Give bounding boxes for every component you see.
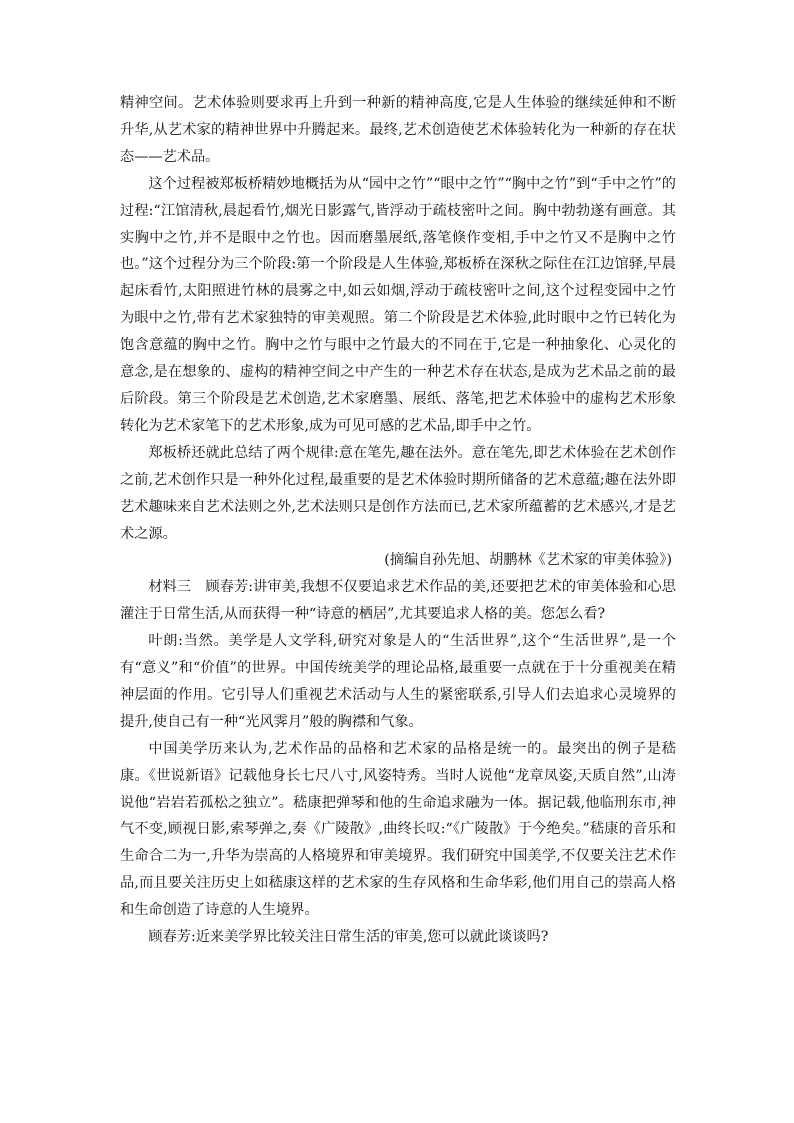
paragraph-two-rules: 郑板桥还就此总结了两个规律:意在笔先,趣在法外。意在笔先,即艺术体验在艺术创作之前,艺术创作只是一种外化过程,最重要的是艺术体验时期所储备的艺术意蕴;趣在法外即艺术趣味来自艺术法则之外,艺术法则只是创作方法而已,艺术家所蕴蓄的艺术感兴,才是艺术之源。 [120, 444, 676, 542]
paragraph-material-three-question: 材料三 顾春芳:讲审美,我想不仅要追求艺术作品的美,还要把艺术的审美体验和心思灌注于日常生活,从而获得一种“诗意的栖居”,尤其要追求人格的美。您怎么看? [120, 579, 676, 623]
paragraph-ji-kang: 中国美学历来认为,艺术作品的品格和艺术家的品格是统一的。最突出的例子是嵇康。《世说新语》记载他身长七尺八寸,风姿特秀。当时人说他“龙章凤姿,天质自然”,山涛说他“岩岩若孤松之独立”。嵇康把弹琴和他的生命追求融为一体。据记载,他临刑东市,神气不变,顾视日影,索琴弹之,奏《广陵散》,曲终长叹:“《广陵散》于今绝矣。”嵇康的音乐和生命合二为一,升华为崇高的人格境界和审美境界。我们研究中国美学,不仅要关注艺术作品,而且要关注历史上如嵇康这样的艺术家的生存风格和生命华彩,他们用自己的崇高人格和生命创造了诗意的人生境界。 [120, 740, 676, 919]
document-body [120, 90, 676, 951]
paragraph-spiritual-space: 精神空间。艺术体验则要求再上升到一种新的精神高度,它是人生体验的继续延伸和不断升华,从艺术家的精神世界中升腾起来。最终,艺术创造使艺术体验转化为一种新的存在状态——艺术品。 [120, 95, 676, 165]
source-citation: (摘编自孙先旭、胡鹏林《艺术家的审美体验》) [384, 552, 672, 569]
paragraph-everyday-aesthetics-question: 顾春芳:近来美学界比较关注日常生活的审美,您可以就此谈谈吗? [148, 929, 549, 946]
paragraph-zheng-banqiao-bamboo: 这个过程被郑板桥精妙地概括为从“园中之竹”“眼中之竹”“胸中之竹”到“手中之竹”的过程:“江馆清秋,晨起看竹,烟光日影露气,皆浮动于疏枝密叶之间。胸中勃勃遂有画意。其实胸中之竹,并不是眼中之竹也。因而磨墨展纸,落笔倏作变相,手中之竹又不是胸中之竹也。”这个过程分为三个阶段:第一个阶段是人生体验,郑板桥在深秋之际住在江边馆驿,早晨起床看竹,太阳照进竹林的晨雾之中,如云如烟,浮动于疏枝密叶之间,这个过程变园中之竹为眼中之竹,带有艺术家独特的审美观照。第二个阶段是艺术体验,此时眼中之竹已转化为饱含意蕴的胸中之竹。胸中之竹与眼中之竹最大的不同在于,它是一种抽象化、心灵化的意念,是在想象的、虚构的精神空间之中产生的一种艺术存在状态,是成为艺术品之前的最后阶段。第三个阶段是艺术创造,艺术家磨墨、展纸、落笔,把艺术体验中的虚构艺术形象转化为艺术家笔下的艺术形象,成为可见可感的艺术品,即手中之竹。 [120, 175, 676, 434]
paragraph-ye-lang-answer: 叶朗:当然。美学是人文学科,研究对象是人的“生活世界”,这个“生活世界”,是一个有“意义”和“价值”的世界。中国传统美学的理论品格,最重要一点就在于十分重视美在精神层面的作用。它引导人们重视艺术活动与人生的紧密联系,引导人们去追求心灵境界的提升,使自己有一种“光风霁月”般的胸襟和气象。 [120, 633, 676, 730]
